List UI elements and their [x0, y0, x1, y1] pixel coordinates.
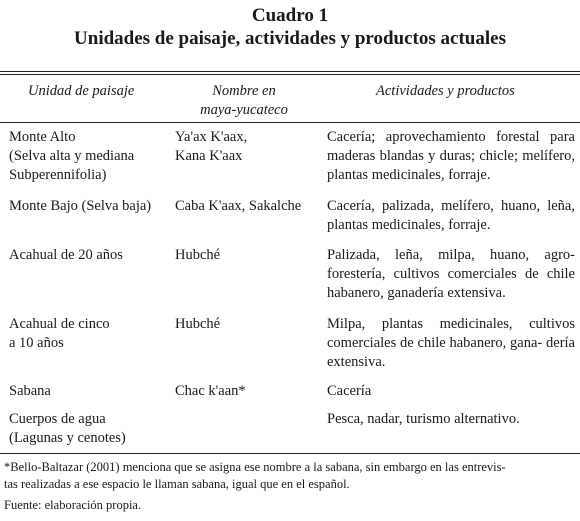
- column-header-nombre: [184, 82, 304, 120]
- row-3-nombre: Hubché: [175, 247, 221, 263]
- row-6-unidad: Cuerpos de agua (Lagunas y cenotes): [9, 411, 126, 446]
- table-title: Unidades de paisaje, actividades y productos actuales: [74, 28, 506, 49]
- column-header-actividades: Actividades y productos: [376, 83, 515, 99]
- header-rule: [0, 122, 580, 123]
- row-4-unidad: Acahual de cinco a 10 años: [9, 316, 110, 351]
- footnote-note-line1: *Bello-Baltazar (2001) menciona que se asigna ese nombre a la sabana, sin embargo en las entrevis-: [4, 460, 506, 474]
- footnote-note-line2: tas realizadas a ese espacio le llaman sabana, igual que en el español.: [4, 477, 350, 491]
- footnote-note: [4, 459, 576, 493]
- row-4-actividades: Milpa, plantas medicinales, cultivos comerciales de chile habanero, gana- dería extensiva.: [327, 316, 575, 370]
- column-header-unidad: Unidad de paisaje: [28, 83, 135, 99]
- row-6-actividades: Pesca, nadar, turismo alternativo.: [327, 411, 520, 427]
- bottom-rule: [0, 453, 580, 454]
- row-2-unidad: Monte Bajo (Selva baja): [9, 198, 152, 214]
- row-4-nombre: Hubché: [175, 316, 221, 332]
- top-rule-double: [0, 74, 580, 75]
- row-1-unidad: Monte Alto (Selva alta y mediana Subperennifolia): [9, 129, 135, 183]
- footnote-source: Fuente: elaboración propia.: [4, 498, 142, 512]
- row-5-nombre: Chac k'aan*: [175, 383, 246, 399]
- row-1-nombre: Ya'ax K'aax, Kana K'aax: [175, 129, 248, 164]
- row-1-actividades: Cacería; aprovechamiento forestal para maderas blandas y duras; chicle; melífero, plantas medicinales, forraje.: [327, 129, 575, 183]
- row-5-unidad: Sabana: [9, 383, 51, 399]
- row-5-actividades: Cacería: [327, 383, 372, 399]
- column-header-nombre-line1: Nombre en: [212, 83, 276, 99]
- row-3-actividades: Palizada, leña, milpa, huano, agro- forestería, cultivos comerciales de chile habanero, ganadería extensiva.: [327, 247, 575, 301]
- row-2-actividades: Cacería, palizada, melífero, huano, leña, plantas medicinales, forraje.: [327, 198, 575, 233]
- table-number: Cuadro 1: [251, 5, 329, 26]
- row-2-nombre: Caba K'aax, Sakalche: [175, 198, 302, 214]
- row-3-unidad: Acahual de 20 años: [9, 247, 123, 263]
- column-header-nombre-line2: maya-yucateco: [200, 102, 288, 118]
- top-rule: [0, 71, 580, 72]
